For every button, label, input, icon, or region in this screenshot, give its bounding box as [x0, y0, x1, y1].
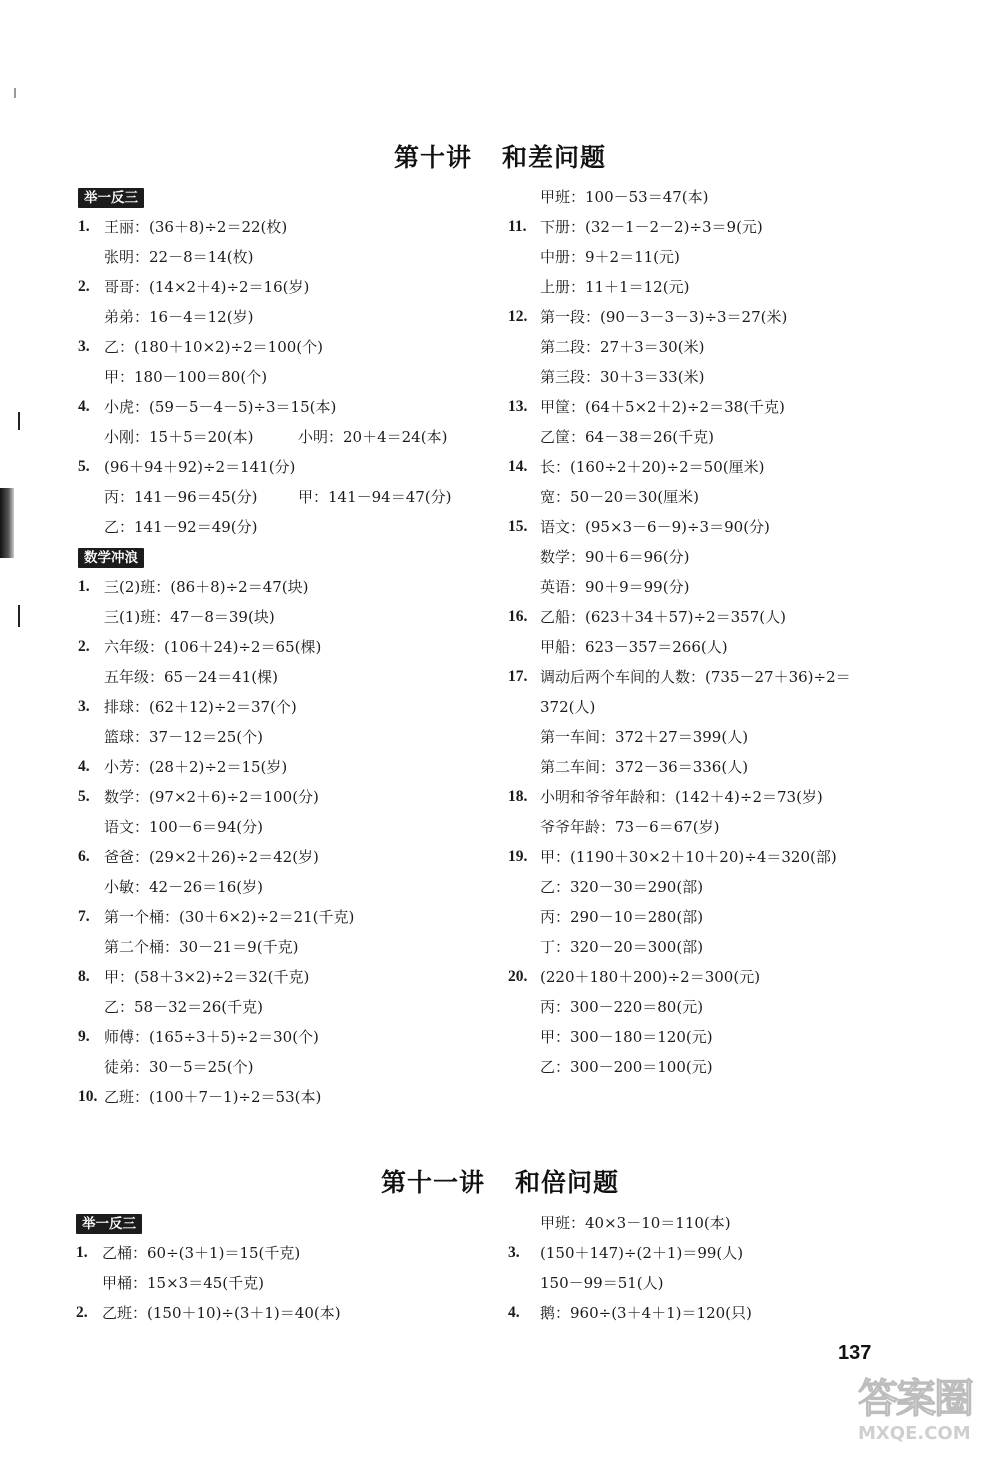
section-11-title: [0, 1163, 1000, 1199]
answer-text: 排球：(62＋12)÷2＝37(个): [104, 698, 297, 716]
section-10-title: [0, 138, 1000, 174]
answer-text: 第二车间：372－36＝336(人): [540, 758, 749, 776]
answer-text: 小虎：(59－5－4－5)÷3＝15(本): [104, 398, 337, 416]
answer-line: [78, 272, 498, 302]
answer-line: [78, 962, 498, 992]
answer-line: [76, 1238, 496, 1268]
answer-text: 甲桶：15×3＝45(千克): [102, 1274, 264, 1292]
answer-line: [508, 962, 928, 992]
answer-line: [508, 692, 928, 722]
answer-line: [78, 362, 498, 392]
answer-text: 第二个桶：30－21＝9(千克): [104, 938, 299, 956]
answer-text: (220＋180＋200)÷2＝300(元): [540, 968, 761, 986]
answer-line: [508, 1268, 928, 1298]
answer-text: 哥哥：(14×2＋4)÷2＝16(岁): [104, 278, 310, 296]
answer-line: [508, 332, 928, 362]
answer-text: 甲班：40×3－10＝110(本): [540, 1214, 731, 1232]
answer-line: [508, 662, 928, 692]
section-11-left-column: [76, 1208, 496, 1328]
answer-text: 372(人): [540, 698, 596, 716]
answer-line: [508, 302, 928, 332]
section-11-lecture: 第十一讲: [380, 1168, 485, 1197]
answer-line: [508, 992, 928, 1022]
section-badge: 举一反三: [76, 1214, 142, 1234]
watermark-logo: [858, 1376, 988, 1456]
answer-line: [78, 452, 498, 482]
answer-line: [508, 602, 928, 632]
answer-text: 甲：180－100＝80(个): [104, 368, 268, 386]
answer-text: 篮球：37－12＝25(个): [104, 728, 263, 746]
answer-line: [508, 572, 928, 602]
answer-text: 第二段：27＋3＝30(米): [540, 338, 705, 356]
answer-line: [78, 632, 498, 662]
answer-text: 弟弟：16－4＝12(岁): [104, 308, 254, 326]
answer-number: 5.: [78, 788, 90, 805]
answer-line: [78, 842, 498, 872]
answer-line: [508, 182, 928, 212]
answer-text: 语文：100－6＝94(分): [104, 818, 263, 836]
answer-number: 3.: [508, 1244, 520, 1261]
answer-line: [78, 1052, 498, 1082]
section-11-topic: 和倍问题: [515, 1168, 620, 1197]
answer-line: [78, 242, 498, 272]
scan-edge-mark: [18, 605, 20, 627]
answer-number: 6.: [78, 848, 90, 865]
answer-text: 150－99＝51(人): [540, 1274, 664, 1292]
answer-text: 乙桶：60÷(3＋1)＝15(千克): [102, 1244, 301, 1262]
answer-text: 长：(160÷2＋20)÷2＝50(厘米): [540, 458, 765, 476]
answer-number: 18.: [508, 788, 528, 805]
watermark-text: 答案圈: [858, 1376, 972, 1422]
answer-text: 数学：90＋6＝96(分): [540, 548, 690, 566]
answer-line: [78, 572, 498, 602]
answer-line: [78, 692, 498, 722]
section-10-right-column: [508, 182, 928, 1082]
answer-line: [508, 782, 928, 812]
answer-number: 4.: [78, 758, 90, 775]
answer-text: 丙：290－10＝280(部): [540, 908, 704, 926]
answer-line: [78, 812, 498, 842]
answer-line: [508, 362, 928, 392]
answer-number: 16.: [508, 608, 528, 625]
section-badge: 举一反三: [78, 188, 144, 208]
answer-text: 乙：(180＋10×2)÷2＝100(个): [104, 338, 323, 356]
answer-number: 2.: [76, 1304, 88, 1321]
answer-line: [508, 812, 928, 842]
answer-text: 中册：9＋2＝11(元): [540, 248, 680, 266]
answer-line: [508, 1022, 928, 1052]
answer-number: 8.: [78, 968, 90, 985]
answer-text: 六年级：(106＋24)÷2＝65(棵): [104, 638, 322, 656]
answer-number: 4.: [78, 398, 90, 415]
answer-line: [78, 332, 498, 362]
answer-text: 数学：(97×2＋6)÷2＝100(分): [104, 788, 319, 806]
answer-line: [508, 1208, 928, 1238]
answer-number: 12.: [508, 308, 528, 325]
answer-line: [508, 722, 928, 752]
answer-text: 乙筐：64－38＝26(千克): [540, 428, 714, 446]
answer-text: 上册：11＋1＝12(元): [540, 278, 690, 296]
answer-line: [508, 752, 928, 782]
answer-line: [508, 422, 928, 452]
answer-text: 甲：(58＋3×2)÷2＝32(千克): [104, 968, 310, 986]
answer-number: 10.: [78, 1088, 98, 1105]
answer-text: 丁：320－20＝300(部): [540, 938, 704, 956]
answer-text: 下册：(32－1－2－2)÷3＝9(元): [540, 218, 763, 236]
answer-line: [78, 482, 498, 512]
section-10-topic: 和差问题: [502, 143, 607, 172]
answer-number: 11.: [508, 218, 527, 235]
answer-line: [78, 752, 498, 782]
answer-text: 乙班：(150＋10)÷(3＋1)＝40(本): [102, 1304, 341, 1322]
answer-text: 三(2)班：(86＋8)÷2＝47(块): [104, 578, 309, 596]
answer-text: 甲：300－180＝120(元): [540, 1028, 713, 1046]
answer-text: 五年级：65－24＝41(棵): [104, 668, 278, 686]
answer-text: 乙：320－30＝290(部): [540, 878, 704, 896]
answer-text: 丙：300－220＝80(元): [540, 998, 704, 1016]
answer-line: [78, 902, 498, 932]
answer-line: [76, 1268, 496, 1298]
answer-line: [508, 872, 928, 902]
answer-text: 乙：141－92＝49(分): [104, 518, 258, 536]
answer-text: 爸爸：(29×2＋26)÷2＝42(岁): [104, 848, 319, 866]
answer-line: [78, 602, 498, 632]
section-11-right-column: [508, 1208, 928, 1328]
answer-text: 三(1)班：47－8＝39(块): [104, 608, 275, 626]
answer-text: 乙班：(100＋7－1)÷2＝53(本): [104, 1088, 322, 1106]
answer-line: [76, 1208, 496, 1238]
answer-text: 调动后两个车间的人数：(735－27＋36)÷2＝: [540, 668, 851, 686]
answer-number: 15.: [508, 518, 528, 535]
answer-line: [78, 542, 498, 572]
answer-line: [78, 182, 498, 212]
answer-number: 1.: [76, 1244, 88, 1261]
answer-line: [78, 722, 498, 752]
scan-edge-mark: [18, 412, 20, 430]
answer-number: 17.: [508, 668, 528, 685]
answer-line: [508, 632, 928, 662]
answer-number: 20.: [508, 968, 528, 985]
answer-line: [78, 1082, 498, 1112]
answer-line: [508, 1298, 928, 1328]
answer-text: 第一段：(90－3－3－3)÷3＝27(米): [540, 308, 788, 326]
answer-text: 英语：90＋9＝99(分): [540, 578, 690, 596]
answer-line: [508, 1238, 928, 1268]
answer-number: 3.: [78, 338, 90, 355]
answer-line: [508, 932, 928, 962]
answer-text: 丙：141－96＝45(分): [104, 488, 258, 506]
answer-text: 乙：58－32＝26(千克): [104, 998, 263, 1016]
answer-number: 19.: [508, 848, 528, 865]
answer-text: 语文：(95×3－6－9)÷3＝90(分): [540, 518, 770, 536]
section-badge: 数学冲浪: [78, 548, 144, 568]
answer-text: 张明：22－8＝14(枚): [104, 248, 254, 266]
answer-text-secondary: 甲：141－94＝47(分): [298, 488, 452, 506]
answer-line: [508, 242, 928, 272]
answer-number: 3.: [78, 698, 90, 715]
answer-number: 2.: [78, 278, 90, 295]
answer-text-secondary: 小明：20＋4＝24(本): [298, 428, 448, 446]
scan-edge-mark: [14, 88, 16, 98]
answer-text: 爷爷年龄：73－6＝67(岁): [540, 818, 720, 836]
answer-text: 甲班：100－53＝47(本): [540, 188, 709, 206]
answer-text: 小芳：(28＋2)÷2＝15(岁): [104, 758, 288, 776]
answer-text: (96＋94＋92)÷2＝141(分): [104, 458, 296, 476]
answer-text: 乙船：(623＋34＋57)÷2＝357(人): [540, 608, 786, 626]
answer-line: [78, 392, 498, 422]
answer-number: 1.: [78, 578, 90, 595]
answer-line: [78, 872, 498, 902]
answer-text: 甲船：623－357＝266(人): [540, 638, 728, 656]
section-10-left-column: [78, 182, 498, 1112]
answer-number: 4.: [508, 1304, 520, 1321]
answer-line: [78, 422, 498, 452]
answer-text: 乙：300－200＝100(元): [540, 1058, 713, 1076]
answer-text: 甲：(1190＋30×2＋10＋20)÷4＝320(部): [540, 848, 837, 866]
answer-text: 小敏：42－26＝16(岁): [104, 878, 263, 896]
answer-line: [78, 302, 498, 332]
answer-line: [508, 512, 928, 542]
answer-line: [508, 272, 928, 302]
answer-number: 7.: [78, 908, 90, 925]
watermark-url: MXQE.COM: [858, 1423, 971, 1444]
answer-line: [508, 212, 928, 242]
answer-line: [78, 512, 498, 542]
answer-number: 1.: [78, 218, 90, 235]
answer-number: 14.: [508, 458, 528, 475]
scan-edge-mark: [0, 488, 14, 558]
answer-line: [508, 842, 928, 872]
answer-number: 2.: [78, 638, 90, 655]
answer-text: 宽：50－20＝30(厘米): [540, 488, 699, 506]
answer-line: [508, 482, 928, 512]
answer-text: 第三段：30＋3＝33(米): [540, 368, 705, 386]
page-number: 137: [838, 1342, 872, 1364]
answer-line: [508, 1052, 928, 1082]
answer-text: 小刚：15＋5＝20(本): [104, 428, 254, 446]
answer-line: [78, 1022, 498, 1052]
answer-line: [508, 392, 928, 422]
answer-line: [78, 992, 498, 1022]
answer-text: 第一个桶：(30＋6×2)÷2＝21(千克): [104, 908, 355, 926]
answer-line: [508, 902, 928, 932]
answer-text: 徒弟：30－5＝25(个): [104, 1058, 254, 1076]
answer-text: 鹅：960÷(3＋4＋1)＝120(只): [540, 1304, 752, 1322]
answer-line: [76, 1298, 496, 1328]
answer-line: [78, 782, 498, 812]
answer-number: 9.: [78, 1028, 90, 1045]
answer-line: [78, 212, 498, 242]
answer-line: [78, 932, 498, 962]
answer-text: (150＋147)÷(2＋1)＝99(人): [540, 1244, 744, 1262]
answer-text: 甲筐：(64＋5×2＋2)÷2＝38(千克): [540, 398, 785, 416]
answer-line: [508, 452, 928, 482]
answer-text: 师傅：(165÷3＋5)÷2＝30(个): [104, 1028, 319, 1046]
section-10-lecture: 第十讲: [393, 143, 472, 172]
answer-text: 第一车间：372＋27＝399(人): [540, 728, 749, 746]
answer-line: [508, 542, 928, 572]
answer-number: 5.: [78, 458, 90, 475]
answer-text: 王丽：(36＋8)÷2＝22(枚): [104, 218, 288, 236]
answer-line: [78, 662, 498, 692]
answer-number: 13.: [508, 398, 528, 415]
answer-text: 小明和爷爷年龄和：(142＋4)÷2＝73(岁): [540, 788, 823, 806]
